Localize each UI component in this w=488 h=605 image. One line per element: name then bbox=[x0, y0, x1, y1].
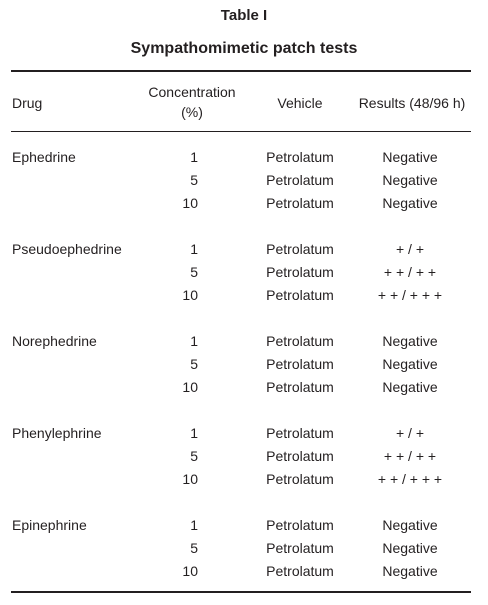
concentration-cell: 5 bbox=[190, 356, 198, 372]
concentration-cell: 5 bbox=[190, 540, 198, 556]
result-cell: + / + bbox=[395, 425, 425, 441]
concentration-cell: 1 bbox=[190, 333, 198, 349]
concentration-cell: 1 bbox=[190, 241, 198, 257]
result-cell: Negative bbox=[382, 333, 438, 349]
vehicle-cell: Petrolatum bbox=[266, 172, 334, 188]
result-cell: Negative bbox=[382, 356, 438, 372]
header-results: Results (48/96 h) bbox=[358, 95, 466, 111]
concentration-cell: 10 bbox=[182, 195, 198, 211]
vehicle-cell: Petrolatum bbox=[266, 241, 334, 257]
vehicle-cell: Petrolatum bbox=[266, 264, 334, 280]
result-cell: Negative bbox=[382, 195, 438, 211]
table-bottom-rule bbox=[11, 591, 471, 593]
result-cell: + + / + + + bbox=[377, 471, 443, 487]
header-vehicle: Vehicle bbox=[277, 95, 323, 111]
concentration-cell: 10 bbox=[182, 471, 198, 487]
vehicle-cell: Petrolatum bbox=[266, 149, 334, 165]
result-cell: Negative bbox=[382, 540, 438, 556]
header-concentration-line2: (%) bbox=[181, 104, 203, 120]
concentration-cell: 10 bbox=[182, 287, 198, 303]
drug-name: Epinephrine bbox=[12, 517, 87, 533]
header-rule bbox=[11, 131, 471, 132]
vehicle-cell: Petrolatum bbox=[266, 356, 334, 372]
concentration-cell: 1 bbox=[190, 517, 198, 533]
concentration-cell: 5 bbox=[190, 172, 198, 188]
drug-name: Pseudoephedrine bbox=[12, 241, 122, 257]
result-cell: + + / + + + bbox=[377, 287, 443, 303]
drug-name: Norephedrine bbox=[12, 333, 97, 349]
vehicle-cell: Petrolatum bbox=[266, 563, 334, 579]
vehicle-cell: Petrolatum bbox=[266, 195, 334, 211]
vehicle-cell: Petrolatum bbox=[266, 448, 334, 464]
drug-name: Phenylephrine bbox=[12, 425, 102, 441]
vehicle-cell: Petrolatum bbox=[266, 287, 334, 303]
concentration-cell: 5 bbox=[190, 264, 198, 280]
concentration-cell: 1 bbox=[190, 149, 198, 165]
result-cell: Negative bbox=[382, 563, 438, 579]
header-drug: Drug bbox=[12, 95, 43, 111]
vehicle-cell: Petrolatum bbox=[266, 517, 334, 533]
table-title: Sympathomimetic patch tests bbox=[130, 40, 358, 57]
vehicle-cell: Petrolatum bbox=[266, 540, 334, 556]
result-cell: Negative bbox=[382, 379, 438, 395]
table-number: Table I bbox=[220, 7, 268, 24]
result-cell: Negative bbox=[382, 149, 438, 165]
vehicle-cell: Petrolatum bbox=[266, 333, 334, 349]
result-cell: + / + bbox=[395, 241, 425, 257]
result-cell: + + / + + bbox=[383, 448, 437, 464]
result-cell: Negative bbox=[382, 517, 438, 533]
concentration-cell: 1 bbox=[190, 425, 198, 441]
result-cell: Negative bbox=[382, 172, 438, 188]
result-cell: + + / + + bbox=[383, 264, 437, 280]
concentration-cell: 5 bbox=[190, 448, 198, 464]
table-top-rule bbox=[11, 70, 471, 72]
vehicle-cell: Petrolatum bbox=[266, 425, 334, 441]
vehicle-cell: Petrolatum bbox=[266, 379, 334, 395]
concentration-cell: 10 bbox=[182, 563, 198, 579]
drug-name: Ephedrine bbox=[12, 149, 76, 165]
header-concentration bbox=[130, 82, 254, 122]
concentration-cell: 10 bbox=[182, 379, 198, 395]
vehicle-cell: Petrolatum bbox=[266, 471, 334, 487]
header-concentration-line1: Concentration bbox=[148, 84, 236, 100]
